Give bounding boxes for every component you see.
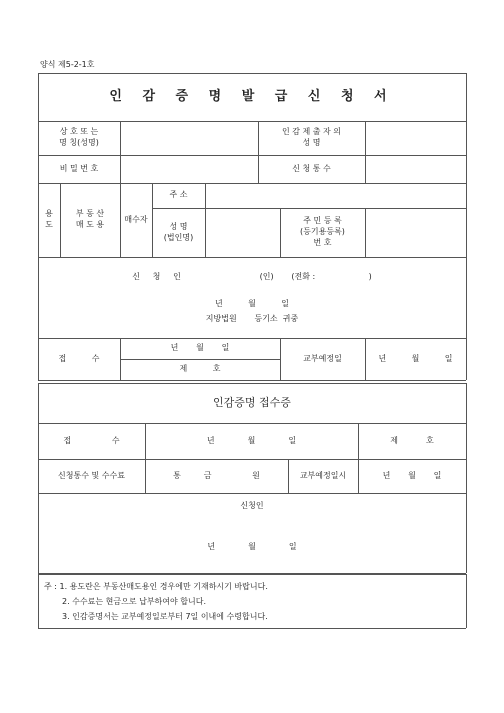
request-count-label: 신 청 통 수 [292, 163, 331, 173]
buyer-address-field[interactable] [206, 184, 465, 207]
applicant-line: 신 청 인 (인) (전화 : ) [132, 271, 372, 281]
app-border-bottom [38, 380, 466, 381]
app-rule [38, 257, 466, 258]
note-3: 3. 인감증명서는 교부예정일로부터 7일 이내에 수령합니다. [62, 612, 268, 621]
receipt-date-line: 년 월 일 [207, 541, 297, 551]
buyer-label: 매수자 [124, 214, 148, 224]
received-number: 제 호 [390, 435, 434, 445]
form-code: 양식 제5-2-1호 [40, 60, 95, 69]
receipt-rule [38, 493, 466, 494]
application-date-line: 년 월 일 [214, 298, 290, 308]
password-field[interactable] [121, 156, 257, 182]
application-title: 인 감 증 명 발 급 신 청 서 [109, 89, 395, 105]
submitter-name-label: 인 감 제 출 자 의 성 명 [281, 127, 342, 147]
applicant-name-label: 상 호 또 는 명 칭(성명) [59, 127, 99, 147]
receipt-applicant-label: 신청인 [240, 500, 264, 510]
count-fee-value: 통 금 원 [173, 470, 260, 480]
note-2: 2. 수수료는 현금으로 납부하여야 합니다. [62, 597, 206, 606]
notes-border-left [38, 574, 39, 628]
applicant-name-field[interactable] [121, 122, 257, 154]
buyer-name-field[interactable] [206, 209, 279, 256]
delivery-datetime-value: 년 월 일 [382, 470, 442, 480]
receipt-date: 년 월 일 [170, 343, 230, 353]
receipt-title: 인감증명 접수증 [213, 395, 291, 409]
court-line: 지방법원 등기소 귀중 [205, 313, 299, 323]
name-corp-label: 성 명 (법인명) [163, 221, 194, 242]
delivery-datetime-label: 교부예정일시 [299, 470, 347, 480]
delivery-date-label: 교부예정일 [303, 353, 342, 363]
usage-label: 용 도 [45, 209, 53, 229]
app-border-right [466, 73, 467, 380]
delivery-date-value: 년 월 일 [378, 353, 453, 363]
resident-no-field[interactable] [366, 209, 465, 256]
real-estate-sale-label: 부 동 산 매 도 용 [75, 209, 105, 229]
resident-no-label: 주 민 등 록 (등기용등록) 번 호 [300, 216, 345, 247]
submitter-name-field[interactable] [366, 122, 465, 154]
receipt-border-right [466, 383, 467, 573]
notes-border-right [466, 574, 467, 628]
received-label: 접 수 [63, 435, 120, 445]
address-label: 주 소 [169, 190, 188, 200]
receipt-label: 접 수 [58, 353, 100, 363]
received-date: 년 월 일 [206, 435, 297, 445]
notes-border-top [38, 574, 466, 575]
request-count-field[interactable] [366, 156, 465, 182]
count-fee-label: 신청통수 및 수수료 [58, 470, 125, 480]
password-label: 비 밀 번 호 [59, 163, 99, 173]
receipt-number: 제 호 [179, 364, 221, 374]
notes-border-bottom [38, 628, 466, 629]
note-1: 주 : 1. 용도란은 부동산매도용인 경우에만 기재하시기 바랍니다. [44, 582, 268, 591]
